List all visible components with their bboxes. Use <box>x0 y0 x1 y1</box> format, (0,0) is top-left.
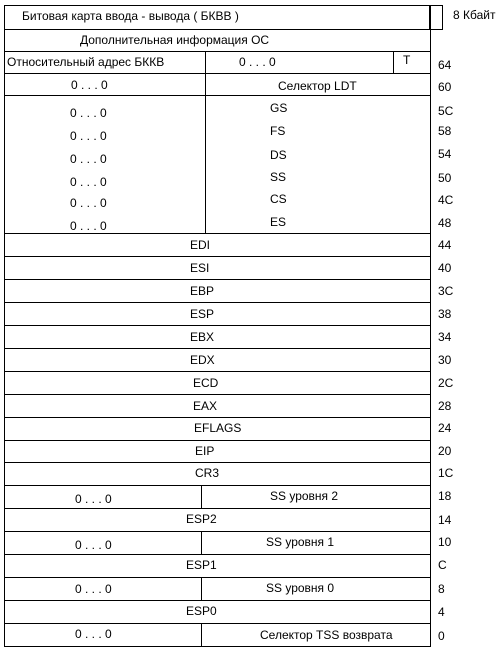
ebx-label: EBX <box>190 330 215 344</box>
row-divider <box>4 394 431 395</box>
ss1-label: SS уровня 1 <box>266 535 335 549</box>
reserved-zeros: 0 . . . 0 <box>239 55 276 69</box>
offset-label: 28 <box>438 399 452 413</box>
offset-label: 20 <box>438 444 452 458</box>
offset-label: 54 <box>438 147 452 161</box>
fs-label: FS <box>270 124 286 138</box>
offset-label: 8 <box>438 582 445 596</box>
offset-label: C <box>438 558 447 572</box>
esp2-label: ESP2 <box>186 512 217 526</box>
reserved-zeros: 0 . . . 0 <box>75 582 112 596</box>
row-divider <box>4 233 431 234</box>
offset-label: 58 <box>438 124 452 138</box>
offset-label: 50 <box>438 171 452 185</box>
ss-label: SS <box>270 170 287 184</box>
offset-label: 1C <box>438 466 454 480</box>
backlink-label: Селектор TSS возврата <box>260 628 393 642</box>
row-divider <box>4 440 431 441</box>
offset-label: 4C <box>438 193 454 207</box>
esi-label: ESI <box>190 261 210 275</box>
offset-label: 30 <box>438 353 452 367</box>
row-divider <box>4 325 431 326</box>
column-divider <box>201 577 202 600</box>
eflags-label: EFLAGS <box>194 421 242 435</box>
reserved-zeros: 0 . . . 0 <box>70 152 107 166</box>
ecd-label: ECD <box>193 376 219 390</box>
tss-frame <box>4 5 431 647</box>
reserved-zeros: 0 . . . 0 <box>71 78 108 92</box>
column-divider <box>201 623 202 647</box>
gs-label: GS <box>270 101 288 115</box>
column-divider <box>201 485 202 508</box>
edx-label: EDX <box>190 353 215 367</box>
cs-label: CS <box>270 192 287 206</box>
row-divider <box>4 256 431 257</box>
offset-label: 14 <box>438 513 452 527</box>
reserved-zeros: 0 . . . 0 <box>70 129 107 143</box>
offset-label: 4 <box>438 605 445 619</box>
ds-label: DS <box>270 148 287 162</box>
offset-label: 40 <box>438 261 452 275</box>
row-divider <box>4 577 431 578</box>
ss0-label: SS уровня 0 <box>266 581 335 595</box>
row-divider <box>4 485 431 486</box>
offset-label: 5C <box>438 104 454 118</box>
reserved-zeros: 0 . . . 0 <box>70 219 107 233</box>
row-divider <box>4 29 431 30</box>
iomap-base-label: Относительный адрес БККВ <box>7 55 165 69</box>
row-divider <box>4 600 431 601</box>
reserved-zeros: 0 . . . 0 <box>70 196 107 210</box>
row-divider <box>4 623 431 624</box>
ebp-label: EBP <box>190 284 215 298</box>
offset-label: 18 <box>438 489 452 503</box>
row-divider <box>4 302 431 303</box>
eip-label: EIP <box>195 444 215 458</box>
offset-label: 24 <box>438 421 452 435</box>
reserved-zeros: 0 . . . 0 <box>75 538 112 552</box>
offset-label: 64 <box>438 58 452 72</box>
row-divider <box>4 95 431 96</box>
reserved-zeros: 0 . . . 0 <box>70 175 107 189</box>
row-divider <box>4 51 431 52</box>
reserved-zeros: 0 . . . 0 <box>75 492 112 506</box>
offset-label: 38 <box>438 307 452 321</box>
offset-label: 34 <box>438 330 452 344</box>
esp0-label: ESP0 <box>186 604 217 618</box>
os-info-label: Дополнительная информация ОС <box>80 33 270 47</box>
io-bitmap-label: Битовая карта ввода - вывода ( БКВВ ) <box>22 9 239 23</box>
row-divider <box>4 73 431 74</box>
row-divider <box>4 348 431 349</box>
esp-label: ESP <box>190 307 215 321</box>
row-divider <box>4 531 431 532</box>
row-divider <box>4 417 431 418</box>
reserved-zeros: 0 . . . 0 <box>70 106 107 120</box>
offset-label: 44 <box>438 238 452 252</box>
offset-label: 60 <box>438 80 452 94</box>
row-divider <box>4 508 431 509</box>
eax-label: EAX <box>193 399 218 413</box>
size-note: 8 Кбайт <box>453 8 496 22</box>
ss2-label: SS уровня 2 <box>270 489 339 503</box>
row-divider <box>4 371 431 372</box>
esp1-label: ESP1 <box>186 558 217 572</box>
t-bit-divider <box>393 51 394 73</box>
column-divider <box>201 531 202 554</box>
ldt-selector-label: Селектор LDT <box>278 79 357 93</box>
cr3-label: CR3 <box>195 466 220 480</box>
edi-label: EDI <box>190 238 211 252</box>
t-bit-label: T <box>403 53 411 67</box>
reserved-zeros: 0 . . . 0 <box>75 627 112 641</box>
offset-label: 2C <box>438 376 454 390</box>
offset-label: 0 <box>438 629 445 643</box>
row-divider <box>4 462 431 463</box>
row-divider <box>4 554 431 555</box>
offset-label: 48 <box>438 216 452 230</box>
column-divider <box>205 51 206 233</box>
row-divider <box>4 279 431 280</box>
size-marker-box <box>429 5 443 30</box>
offset-label: 10 <box>438 535 452 549</box>
offset-label: 3C <box>438 284 454 298</box>
es-label: ES <box>270 215 287 229</box>
